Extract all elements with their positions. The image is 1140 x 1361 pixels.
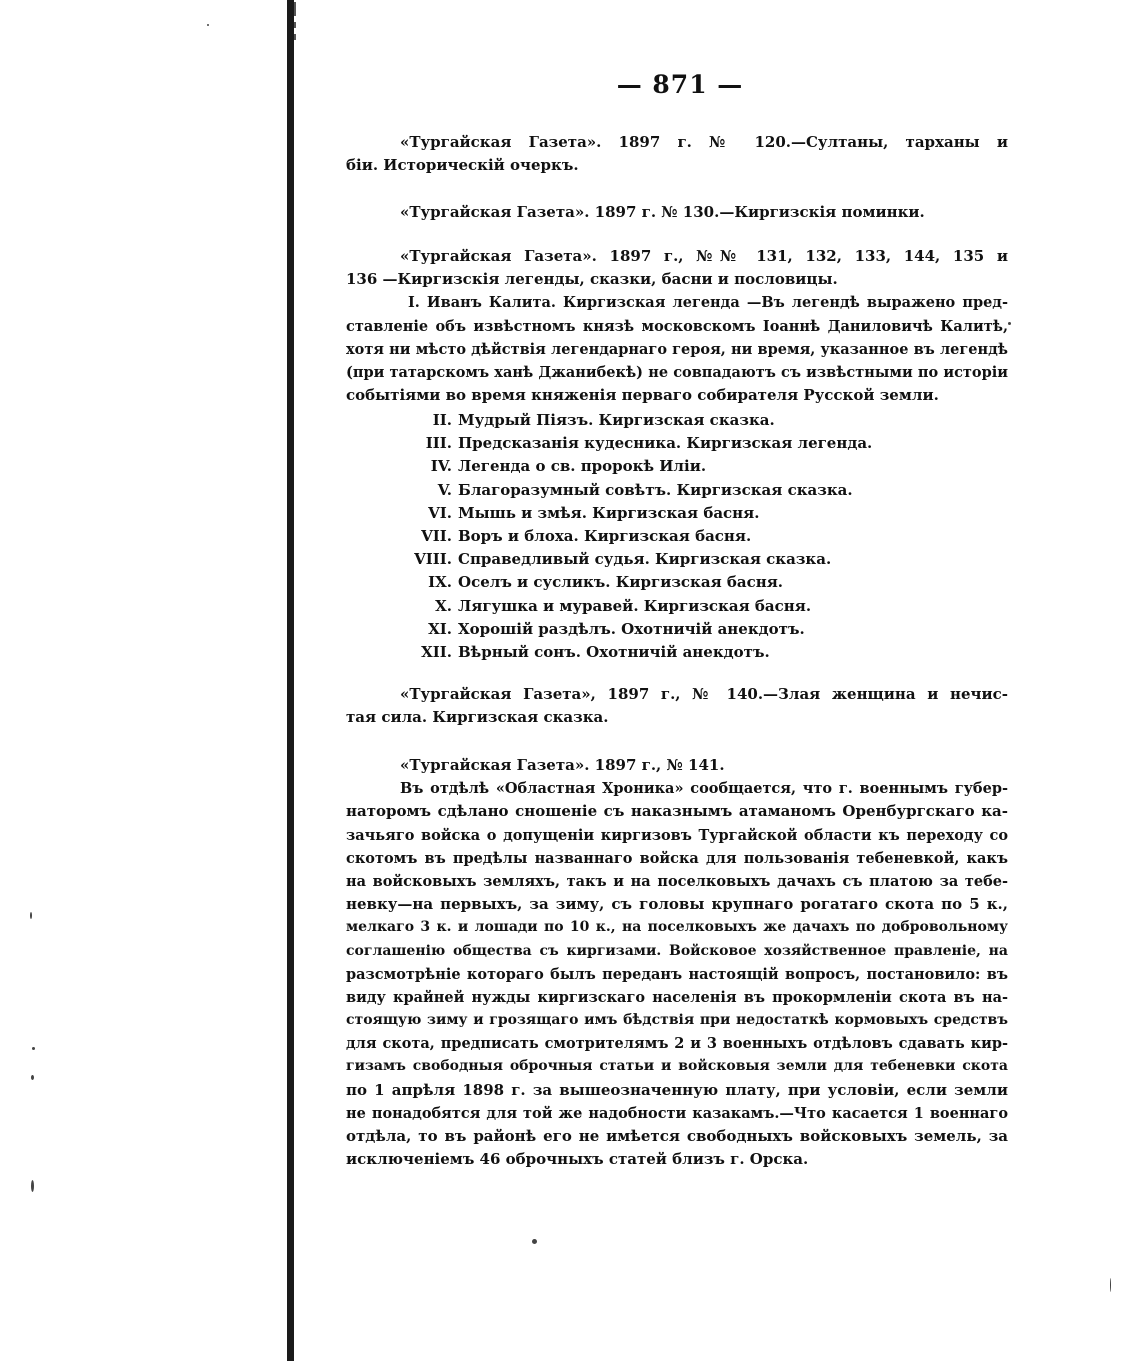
text-line: гизамъ свободныя оброчныя статьи и войсковыя земли для тебеневки скота [346,1058,1008,1075]
list-item [346,548,1008,571]
bibliography-entry [346,245,1008,407]
bibliography-entry [346,683,1008,729]
list-item [346,618,1008,641]
text-line: мелкаго 3 к. и лошади по 10 к., на поселковыхъ же дачахъ по добровольному [346,919,1008,936]
scan-speck [31,1075,34,1080]
list-item [346,571,1008,594]
bibliography-entry [346,131,1008,177]
list-item-number: XII. [421,642,452,661]
text-line: «Тургайская Газета». 1897 г. № 120.—Султаны, тарханы и [400,133,1008,151]
page-number: — 871 — [616,70,744,99]
bibliography-entry [346,754,1008,1171]
list-item-number: II. [432,411,452,429]
binding-mark [294,22,296,28]
text-line: исключенiемъ 46 оброчныхъ статей близъ г. Орска. [346,1150,809,1169]
list-item-number: IV. [430,457,452,476]
text-line: зачьяго войска о допущенiи киргизовъ Тургайской области къ переходу со [346,826,1008,844]
text-line: «Тургайская Газета». 1897 г., № 141. [400,756,725,774]
text-line: (при татарскомъ ханѣ Джанибекѣ) не совпадаютъ съ извѣстными по исторiи [346,363,1008,381]
binding-mark [294,34,296,40]
list-item [346,502,1008,525]
text-line: тая сила. Киргизская сказка. [346,708,609,727]
list-item [346,409,1008,432]
scan-speck [207,24,209,26]
list-item-number: IX. [428,573,452,592]
list-item-number: X. [435,596,452,615]
text-line: соглашенiю общества съ киргизами. Войсковое хозяйственное правленiе, на [346,942,1008,959]
list-item-title: Хорошiй раздѣлъ. Охотничiй анекдотъ. [458,619,805,638]
list-item-title: Легенда о св. пророкѣ Илiи. [458,457,707,476]
list-item [346,641,1008,664]
text-line: 136 —Киргизскiя легенды, сказки, басни и пословицы. [346,270,838,289]
list-item-title: Оселъ и сусликъ. Киргизская басня. [458,573,784,592]
list-item-number: XI. [428,619,452,638]
text-line: по 1 апрѣля 1898 г. за вышеозначенную плату, при условiи, если земли [346,1080,1008,1099]
bibliography-entry [346,201,1008,224]
list-item [346,479,1008,502]
binding-edge [287,0,294,1361]
list-item-title: Лягушка и муравей. Киргизская басня. [458,596,812,615]
scan-speck [31,1180,34,1192]
text-line: на войсковыхъ земляхъ, такъ и на поселковыхъ дачахъ съ платою за тебе- [346,872,1008,890]
list-item [346,455,1008,478]
scan-speck [1110,1278,1111,1292]
text-line: для скота, предписать смотрителямъ 2 и 3 военныхъ отдѣловъ сдавать кир- [346,1035,1008,1053]
list-item-title: Мудрый Пiязъ. Киргизская сказка. [458,411,775,429]
text-line: событiями во время княженiя перваго собирателя Русской земли. [346,386,939,405]
list-item-number: VIII. [414,550,452,569]
list-item [346,595,1008,618]
scan-speck [1008,322,1011,325]
text-line: не понадобятся для той же надобности казакамъ.—Что касается 1 военнаго [346,1104,1008,1122]
text-line: стоящую зиму и грозящаго имъ бѣдствiя при недостаткѣ кормовыхъ средствъ [346,1012,1008,1029]
list-item-number: VII. [421,526,452,545]
list-item [346,432,1008,455]
list-item-title: Мышь и змѣя. Киргизская басня. [458,503,760,522]
text-line: виду крайней нужды киргизскаго населенiя въ прокормленiи скота въ на- [346,988,1008,1006]
list-item [346,525,1008,548]
scan-speck [30,912,32,919]
text-line: бiи. Историческiй очеркъ. [346,156,579,175]
list-item-title: Благоразумный совѣтъ. Киргизская сказка. [458,480,853,499]
list-item-title: Воръ и блоха. Киргизская басня. [458,526,752,545]
scan-speck [532,1239,537,1244]
text-line: хотя ни мѣсто дѣйствiя легендарнаго героя, ни время, указанное въ легендѣ [346,340,1008,358]
text-line: отдѣла, то въ районѣ его не имѣется свободныхъ войсковыхъ земель, за [346,1127,1008,1145]
list-item-number: III. [425,434,452,453]
binding-mark [294,2,296,16]
story-list-items [346,409,1008,664]
text-line: «Тургайская Газета». 1897 г., №№ 131, 132, 133, 144, 135 и [400,247,1008,265]
scan-speck [32,1047,35,1050]
text-line: разсмотрѣнiе котораго былъ переданъ настоящiй вопросъ, постановило: въ [346,965,1008,983]
list-item-title: Предсказанiя кудесника. Киргизская легенда. [458,434,873,453]
text-line: «Тургайская Газета», 1897 г., № 140.—Злая женщина и нечис- [400,685,1008,703]
text-line: Въ отдѣлѣ «Областная Хроника» сообщается, что г. военнымъ губер- [400,780,1008,798]
text-line: I. Иванъ Калита. Киргизская легенда —Въ легендѣ выражено пред- [408,294,1008,312]
list-item-title: Справедливый судья. Киргизская сказка. [458,550,832,569]
text-line: «Тургайская Газета». 1897 г. № 130.—Киргизскiя поминки. [400,203,925,221]
list-item-number: VI. [428,503,452,522]
text-line: наторомъ сдѣлано сношенiе съ наказнымъ атаманомъ Оренбургскаго ка- [346,802,1008,821]
text-line: невку—на первыхъ, за зиму, съ головы крупнаго рогатаго скота по 5 к., [346,895,1008,914]
text-line: ставленiе объ извѣстномъ князѣ московскомъ Iоаннѣ Даниловичѣ Калитѣ, [346,317,1008,335]
list-item-title: Вѣрный сонъ. Охотничiй анекдотъ. [458,642,770,661]
list-item-number: V. [437,480,452,499]
text-line: скотомъ въ предѣлы названнаго войска для пользованiя тебеневкой, какъ [346,849,1008,867]
